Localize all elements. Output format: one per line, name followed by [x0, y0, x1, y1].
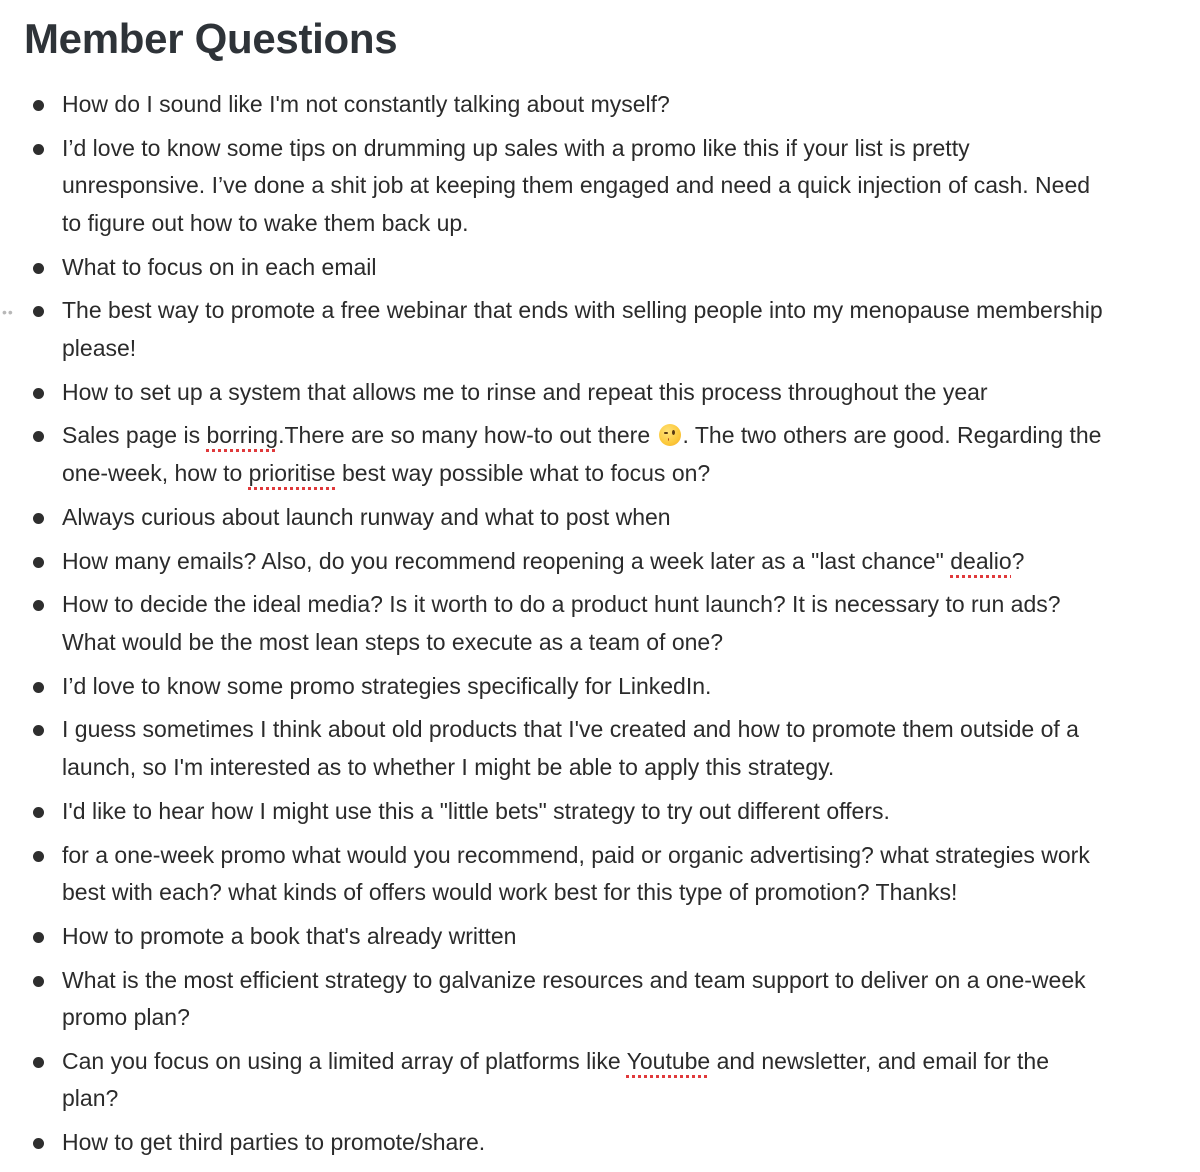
winking-face-emoji-icon [659, 424, 681, 446]
text-run: Can you focus on using a limited array of platforms like [62, 1047, 627, 1074]
drag-handle-icon[interactable]: •• [2, 304, 14, 320]
list-item[interactable] [0, 586, 1200, 661]
list-item[interactable] [0, 837, 1200, 912]
bullet-icon [33, 725, 44, 736]
list-item-text: What to focus on in each email [62, 253, 377, 280]
list-item-text: I'd like to hear how I might use this a "little bets" strategy to try out different offers. [62, 797, 890, 824]
list-item-text: I’d love to know some promo strategies specifically for LinkedIn. [62, 672, 712, 699]
list-item-text [62, 422, 1101, 486]
list-item-text: What is the most efficient strategy to galvanize resources and team support to deliver on a one-week promo plan? [62, 966, 1086, 1031]
list-item-text: I’d love to know some tips on drumming up sales with a promo like this if your list is pretty unresponsive. I’ve done a shit job at keeping them engaged and need a quick injection of cash. Need to figure out how to wake them back up. [62, 134, 1091, 236]
bullet-icon [33, 388, 44, 399]
list-item[interactable] [0, 711, 1200, 786]
list-item-text: The best way to promote a free webinar that ends with selling people into my menopause membership please! [62, 297, 1103, 361]
list-item-text: How to get third parties to promote/share. [62, 1129, 486, 1156]
list-item-text: How to decide the ideal media? Is it worth to do a product hunt launch? It is necessary to run ads? What would be the most lean steps to execute as a team of one? [62, 591, 1061, 655]
list-item-text: How to set up a system that allows me to rinse and repeat this process throughout the year [62, 378, 988, 405]
question-list [0, 86, 1200, 1168]
list-item[interactable] [0, 86, 1200, 124]
bullet-icon [33, 263, 44, 274]
list-item-text: Always curious about launch runway and what to post when [62, 503, 671, 530]
bullet-icon [33, 557, 44, 568]
list-item-text: How do I sound like I'm not constantly talking about myself? [62, 91, 670, 117]
misspelled-word[interactable]: borring [206, 422, 279, 449]
list-item[interactable] [0, 130, 1200, 243]
list-item[interactable] [0, 417, 1200, 492]
bullet-icon [33, 600, 44, 611]
list-item[interactable] [0, 499, 1200, 537]
bullet-icon [33, 144, 44, 155]
list-item-text [62, 548, 1024, 574]
text-run: Sales page is [62, 422, 207, 449]
list-item-text [62, 1048, 1049, 1112]
bullet-icon [33, 932, 44, 943]
text-run: .There are so many how-to out there [278, 422, 657, 449]
list-item-text: How to promote a book that's already written [62, 922, 517, 949]
bullet-icon [33, 100, 44, 111]
list-item[interactable] [0, 292, 1200, 367]
list-item[interactable] [0, 1124, 1200, 1162]
list-item[interactable] [0, 1043, 1200, 1118]
bullet-icon [33, 976, 44, 987]
bullet-icon [33, 807, 44, 818]
bullet-icon [33, 851, 44, 862]
list-item[interactable] [0, 543, 1200, 581]
misspelled-word[interactable]: dealio [950, 547, 1012, 574]
text-run: ? [1011, 547, 1025, 574]
list-item-text: I guess sometimes I think about old products that I've created and how to promote them outside of a launch, so I'm interested as to whether I might be able to apply this strategy. [62, 716, 1079, 780]
bullet-icon [33, 431, 44, 442]
bullet-icon [33, 1057, 44, 1068]
list-item[interactable] [0, 918, 1200, 956]
misspelled-word[interactable]: prioritise [248, 459, 336, 486]
bullet-icon [33, 513, 44, 524]
list-item[interactable] [0, 374, 1200, 412]
list-item-text: for a one-week promo what would you recommend, paid or organic advertising? what strategies work best with each? what kinds of offers would work best for this type of promotion? Thanks! [62, 841, 1090, 906]
bullet-icon [33, 1138, 44, 1149]
list-item[interactable] [0, 249, 1200, 287]
text-run: best way possible what to focus on? [335, 459, 711, 486]
text-run: . The two others are good. Regarding the one-week, how to [62, 422, 1102, 486]
bullet-icon [33, 682, 44, 693]
list-item[interactable] [0, 962, 1200, 1037]
page-title[interactable]: Member Questions [24, 15, 398, 62]
text-run: How many emails? Also, do you recommend reopening a week later as a "last chance" [62, 547, 951, 574]
list-item[interactable] [0, 793, 1200, 831]
misspelled-word[interactable]: Youtube [626, 1047, 711, 1074]
text-run: and newsletter, and email for the plan? [62, 1047, 1050, 1112]
bullet-icon [33, 306, 44, 317]
list-item[interactable] [0, 668, 1200, 706]
